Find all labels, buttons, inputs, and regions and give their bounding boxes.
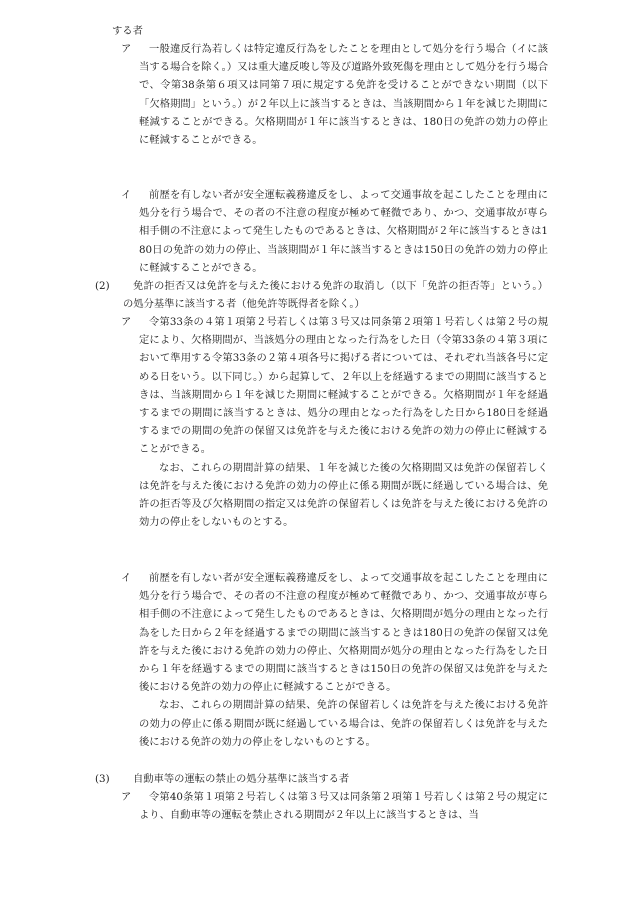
item-2-i (121, 569, 548, 751)
item-note: なお、これらの期間計算の結果、免許の保留若しくは免許を与えた後における免許の効力の停止に係る期間が既に経過している場合は、免許の保留若しくは免許を与えた後における免許の効力の停止をしないものとする。 (139, 699, 548, 748)
item-1-a (121, 40, 548, 149)
section-heading: 自動車等の運転の禁止の処分基準に該当する者 (133, 773, 350, 785)
section-heading: 免許の拒否又は免許を与えた後における免許の取消し（以下「免許の拒否等」という。）の処分基準に該当する者（他免許等既得者を除く。） (123, 280, 548, 311)
section-marker: (2) (95, 280, 110, 292)
item-text: 一般違反行為若しくは特定違反行為をしたことを理由として処分を行う場合（イに該当する場合を除く。）又は重大違反唆し等及び道路外致死傷を理由として処分を行う場合で、令第38条第６項又は同第７項に規定する免許を受けることができない期間（以下「欠格期間」という。）が２年以上に該当するときは、当該期間から１年を減じた期間に軽減することができる。欠格期間が１年に該当するときは、180日の免許の効力の停止に軽減することができる。 (139, 43, 548, 147)
continuation-line: する者 (112, 25, 143, 37)
section-3 (95, 770, 548, 788)
item-3-a (121, 788, 548, 824)
item-marker: イ (121, 189, 132, 201)
item-text: 令第40条第１項第２号若しくは第３号又は同条第２項第１号若しくは第２号の規定により、自動車等の運転を禁止される期間が２年以上に該当するときは、当 (139, 791, 548, 822)
item-text: 前歴を有しない者が安全運転義務違反をし、よって交通事故を起こしたことを理由に処分を行う場合で、その者の不注意の程度が極めて軽微であり、かつ、交通事故が専ら相手側の不注意によって発生したものであるときは、欠格期間が２年に該当するときは180日の免許の効力の停止、当該期間が１年に該当するときは150日の免許の効力の停止に軽減することができる。 (139, 189, 548, 274)
section-marker: (3) (95, 773, 110, 785)
item-marker: ア (121, 791, 132, 803)
item-note: なお、これらの期間計算の結果、１年を減じた後の欠格期間又は免許の保留若しくは免許を与えた後における免許の効力の停止に係る期間が既に経過している場合は、免許の拒否等及び欠格期間の指定又は免許の保留若しくは免許を与えた後における免許の効力の停止をしないものとする。 (139, 461, 548, 529)
section-2 (95, 277, 548, 313)
item-2-a (121, 313, 548, 531)
item-marker: ア (121, 316, 132, 328)
item-text: 前歴を有しない者が安全運転義務違反をし、よって交通事故を起こしたことを理由に処分を行う場合で、その者の不注意の程度が極めて軽微であり、かつ、交通事故が専ら相手側の不注意によって発生したものであるときは、欠格期間が処分の理由となった行為をした日から２年を経過するまでの期間に該当するときは180日の免許の保留又は免許を与えた後における免許の効力の停止、欠格期間が処分の理由となった行為をした日から１年を経過するまでの期間に該当するときは150日の免許の保留又は免許を与えた後における免許の効力の停止に軽減することができる。 (139, 572, 548, 694)
item-marker: ア (121, 43, 132, 55)
item-marker: イ (121, 572, 132, 584)
item-1-i (121, 186, 548, 277)
item-text: 令第33条の４第１項第２号若しくは第３号又は同条第２項第１号若しくは第２号の規定により、欠格期間が、当該処分の理由となった行為をした日（令第33条の４第３項において準用する令第33条の２第４項各号に掲げる者については、それぞれ当該各号に定める日をいう。以下同じ。）から起算して、２年以上を経過するまでの期間に該当するときは、当該期間から１年を減じた期間に軽減することができる。欠格期間が１年を経過するまでの期間に該当するときは、処分の理由となった行為をした日から180日を経過するまでの期間の免許の保留又は免許を与えた後における免許の効力の停止に軽減することができる。 (139, 316, 548, 456)
